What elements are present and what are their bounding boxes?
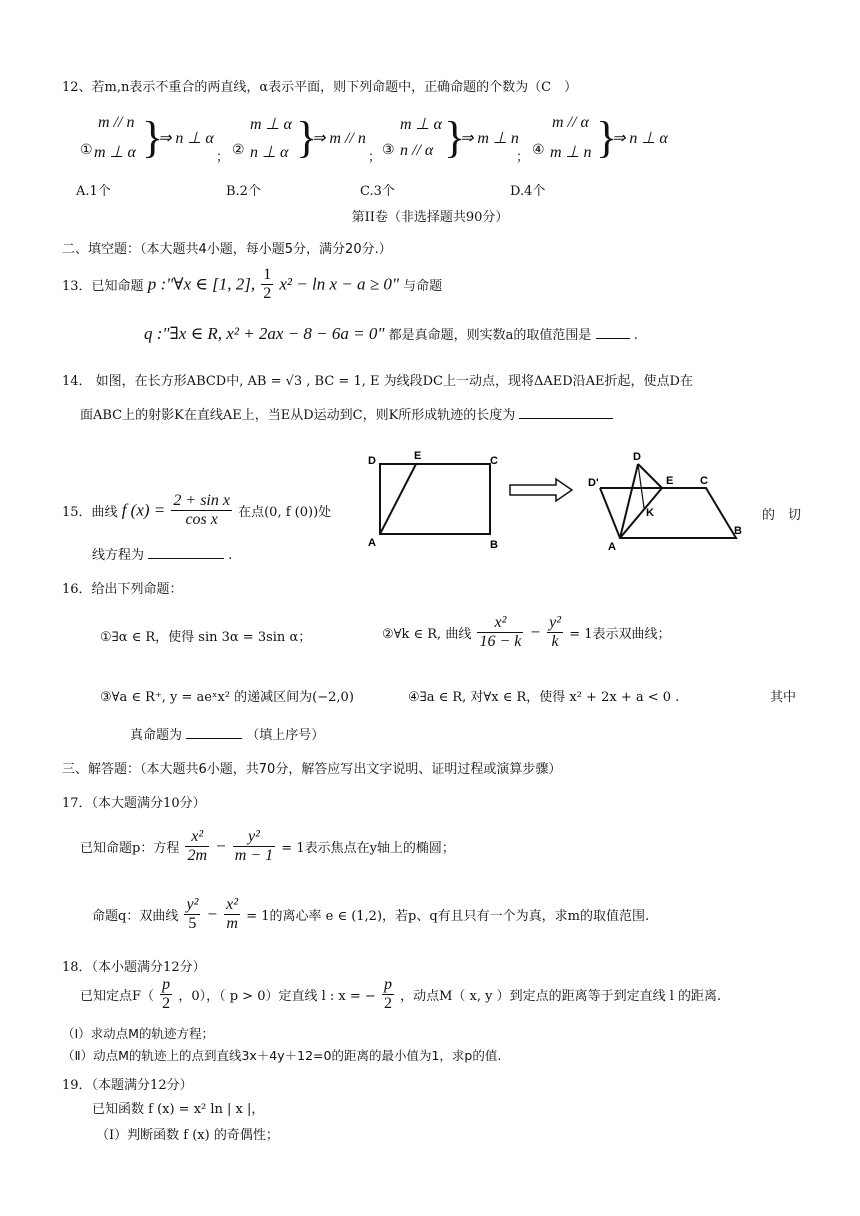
q16-item-2 <box>382 614 670 651</box>
q12-item-1-concl: ⇒ n ⊥ α <box>158 130 214 147</box>
q15-mid: 在点(0, f (0))处 <box>238 505 332 520</box>
q18-frac-2-num: p <box>383 976 392 993</box>
q12-item-2-bottom: n ⊥ α <box>250 144 289 161</box>
q18-l1-c: ，动点M（ x, y ）到定点的距离等于到定直线 l 的距离. <box>400 989 722 1004</box>
q17-p-frac-1-num: x² <box>185 828 209 847</box>
q12-item-2 <box>232 114 382 170</box>
q17-q-frac-2 <box>224 896 240 933</box>
q12-item-2-brace: } <box>296 113 318 162</box>
q12-stem: 12、若m,n表示不重合的两直线，α表示平面，则下列命题中，正确命题的个数为（C ） <box>62 80 578 95</box>
q14-line-2-text: 面ABC上的射影K在直线AE上，当E从D运动到C，则K所形成轨迹的长度为 <box>80 408 516 423</box>
q12-item-2-label: ② <box>232 142 245 158</box>
q15-end: . <box>228 548 233 563</box>
q12-item-4-bottom: m ⊥ n <box>550 144 592 161</box>
q16-minus: − <box>529 622 541 642</box>
q18-title: 18．（本小题满分12分） <box>62 960 206 975</box>
q16-tail: 其中 <box>770 690 797 705</box>
q16-frac-2 <box>547 614 563 651</box>
q18-frac-1 <box>160 976 172 1013</box>
q16-frac-1-den: 16 − k <box>479 633 522 650</box>
q12-option-b: B.2个 <box>226 184 261 199</box>
q12-item-3-brace: } <box>444 113 466 162</box>
fold-de <box>638 464 662 488</box>
q12-sep-3: ； <box>516 150 530 165</box>
q12-item-2-top: m ⊥ α <box>250 116 292 133</box>
q17-q-frac-1-num: y² <box>186 896 199 913</box>
q17-p-a: 已知命题p：方程 <box>80 841 180 856</box>
q17-q <box>92 896 649 933</box>
q15-fraction <box>171 492 232 529</box>
q13-suffix: 与命题 <box>403 279 443 294</box>
q17-q-frac-1 <box>184 896 200 933</box>
base-quad <box>600 488 736 538</box>
q16-frac-2-num: y² <box>549 614 562 631</box>
q12-item-4-top: m // α <box>552 114 589 131</box>
q12-option-d: D.4个 <box>510 184 546 199</box>
q12-item-1-bottom: m ⊥ α <box>94 144 136 161</box>
q18-l1-a: 已知定点F（ <box>80 989 155 1004</box>
q12-item-1-label: ① <box>80 142 93 158</box>
q16-frac-1-num: x² <box>477 614 523 633</box>
q12-item-1 <box>80 114 230 170</box>
label-d-top: D <box>633 451 641 463</box>
label-d-prime: D' <box>588 477 599 489</box>
part2-title: 第II卷（非选择题共90分） <box>351 210 509 225</box>
label-c: C <box>490 455 498 467</box>
label-b: B <box>490 539 498 551</box>
q17-p-frac-2-den: m − 1 <box>234 847 274 864</box>
label-a: A <box>368 537 376 549</box>
q12-item-3-concl: ⇒ m ⊥ n <box>460 130 519 147</box>
q12-item-4-label: ④ <box>532 142 545 158</box>
q15-line-2-text: 线方程为 <box>92 548 145 563</box>
q15-right-b: 切 <box>788 508 802 523</box>
fold-dk <box>638 464 644 508</box>
q18-frac-2 <box>382 976 394 1013</box>
q15-line-1 <box>62 492 331 529</box>
q16-item-3: ③∀a ∈ R⁺, y = aeˣx² 的递减区间为(−2,0) <box>100 690 354 705</box>
q12-item-4-concl: ⇒ n ⊥ α <box>612 130 668 147</box>
q19-line-1: 已知函数 f (x) = x² ln | x |， <box>92 1102 265 1117</box>
q16-item-2-a: ②∀k ∈ R, 曲线 <box>382 627 472 642</box>
label-a-right: A <box>608 541 616 553</box>
q17-p-b: = 1表示焦点在y轴上的椭圆； <box>281 841 455 856</box>
q17-p-frac-1-den: 2m <box>187 847 208 864</box>
q17-q-frac-2-num: x² <box>226 896 239 913</box>
q16-line-3-end: （填上序号） <box>246 728 325 743</box>
arrow-icon <box>510 479 572 501</box>
q17-q-a: 命题q：双曲线 <box>92 909 179 924</box>
q17-p-minus: − <box>215 836 227 856</box>
q19-title: 19．（本题满分12分） <box>62 1078 193 1093</box>
q15-frac-num: 2 + sin x <box>173 492 230 509</box>
q14-figure <box>360 448 760 554</box>
q16-answer-blank <box>186 738 242 739</box>
section-solve-title: 三、解答题：（本大题共6小题，共70分，解答应写出文字说明、证明过程或演算步骤） <box>62 762 562 777</box>
q12-sep-1: ； <box>216 150 230 165</box>
q17-title: 17．（本大题满分10分） <box>62 796 206 811</box>
q13-end: . <box>633 328 638 343</box>
q16-frac-2-den: k <box>551 633 559 650</box>
q16-line-3-text: 真命题为 <box>130 728 183 743</box>
q17-q-frac-1-den: 5 <box>188 915 197 932</box>
q16-line-3 <box>130 724 324 743</box>
q18-frac-1-den: 2 <box>162 995 171 1012</box>
q12-sep-2: ； <box>368 150 382 165</box>
q17-p <box>80 828 455 865</box>
q18-frac-1-num: p <box>162 976 171 993</box>
q17-q-minus: − <box>206 904 218 924</box>
segment-ae <box>380 464 416 534</box>
q12-item-3-label: ③ <box>382 142 395 158</box>
q14-line-1: 14． 如图，在长方形ABCD中, AB = √3 , BC = 1, E 为线段DC上一动点，现将ΔAED沿AE折起，使点D在 <box>62 374 693 389</box>
q15-frac-den: cos x <box>185 511 218 528</box>
label-k: K <box>646 507 654 519</box>
q17-p-frac-2 <box>233 828 275 865</box>
q12-option-a: A.1个 <box>76 184 111 199</box>
q12-item-2-concl: ⇒ m // n <box>312 130 366 147</box>
q15-answer-blank <box>148 558 224 559</box>
label-e-right: E <box>666 475 674 487</box>
q16-item-4: ④∃a ∈ R, 对∀x ∈ R，使得 x² + 2x + a < 0 . <box>408 690 680 705</box>
q17-q-frac-2-den: m <box>226 915 238 932</box>
q18-line-1 <box>80 976 721 1013</box>
q12-item-3-top: m ⊥ α <box>400 116 442 133</box>
q12-item-1-brace: } <box>142 113 164 162</box>
q12-item-1-top: m // n <box>98 114 135 131</box>
label-b-right: B <box>734 525 742 537</box>
label-e: E <box>414 450 422 462</box>
q13-line2-suffix: 都是真命题，则实数a的取值范围是 <box>388 328 592 343</box>
q13-frac-den: 2 <box>263 285 272 302</box>
label-c-right: C <box>700 475 708 487</box>
q13-answer-blank <box>596 338 630 339</box>
q13-fraction <box>261 266 273 303</box>
q13-frac-num: 1 <box>263 266 272 283</box>
q13-p-expr-b: x² − ln x − a ≥ 0" <box>279 274 399 294</box>
q13-line-1 <box>62 266 442 303</box>
q16-item-1: ①∃α ∈ R，使得 sin 3α = 3sin α； <box>100 630 312 645</box>
q12-item-3 <box>382 114 532 170</box>
q16-frac-1 <box>477 614 523 651</box>
q16-title: 16．给出下列命题： <box>62 582 183 597</box>
q18-l1-b: ，0），（ p > 0）定直线 l : x = − <box>178 989 376 1004</box>
q19-sub-1: （Ⅰ）判断函数 f (x) 的奇偶性； <box>96 1128 279 1143</box>
q13-p-expr-a: p :"∀x ∈ [1, 2], <box>147 274 256 294</box>
q13-line-2 <box>144 324 638 344</box>
q15-right-a: 的 <box>762 508 776 523</box>
section-fill-blank-title: 二、填空题：（本大题共4小题，每小题5分，满分20分.） <box>62 242 392 257</box>
q12-item-4 <box>532 114 682 170</box>
q15-fx: f (x) = <box>121 500 166 520</box>
rect-abcd <box>380 464 490 534</box>
q12-item-4-brace: } <box>596 113 618 162</box>
q12-option-c: C.3个 <box>360 184 395 199</box>
q18-sub-2: （Ⅱ）动点M的轨迹上的点到直线3x＋4y＋12=0的距离的最小值为1，求p的值. <box>62 1048 502 1063</box>
q13-prefix: 13．已知命题 <box>62 279 144 294</box>
label-d: D <box>368 455 376 467</box>
q16-item-2-b: = 1表示双曲线； <box>569 627 671 642</box>
q18-sub-1: （Ⅰ）求动点M的轨迹方程； <box>62 1026 214 1041</box>
q15-prefix: 15．曲线 <box>62 505 118 520</box>
q17-p-frac-1 <box>185 828 209 865</box>
q17-p-frac-2-num: y² <box>233 828 275 847</box>
q13-q-expr: q :"∃x ∈ R, x² + 2ax − 8 − 6a = 0" <box>144 324 385 343</box>
q18-frac-2-den: 2 <box>383 995 392 1012</box>
q17-q-b: = 1的离心率 e ∈ (1,2)，若p、q有且只有一个为真，求m的取值范围. <box>246 909 650 924</box>
q15-line-2 <box>92 544 232 563</box>
q12-item-3-bottom: n // α <box>400 142 434 159</box>
q14-answer-blank <box>519 418 613 419</box>
q14-line-2 <box>80 404 613 423</box>
